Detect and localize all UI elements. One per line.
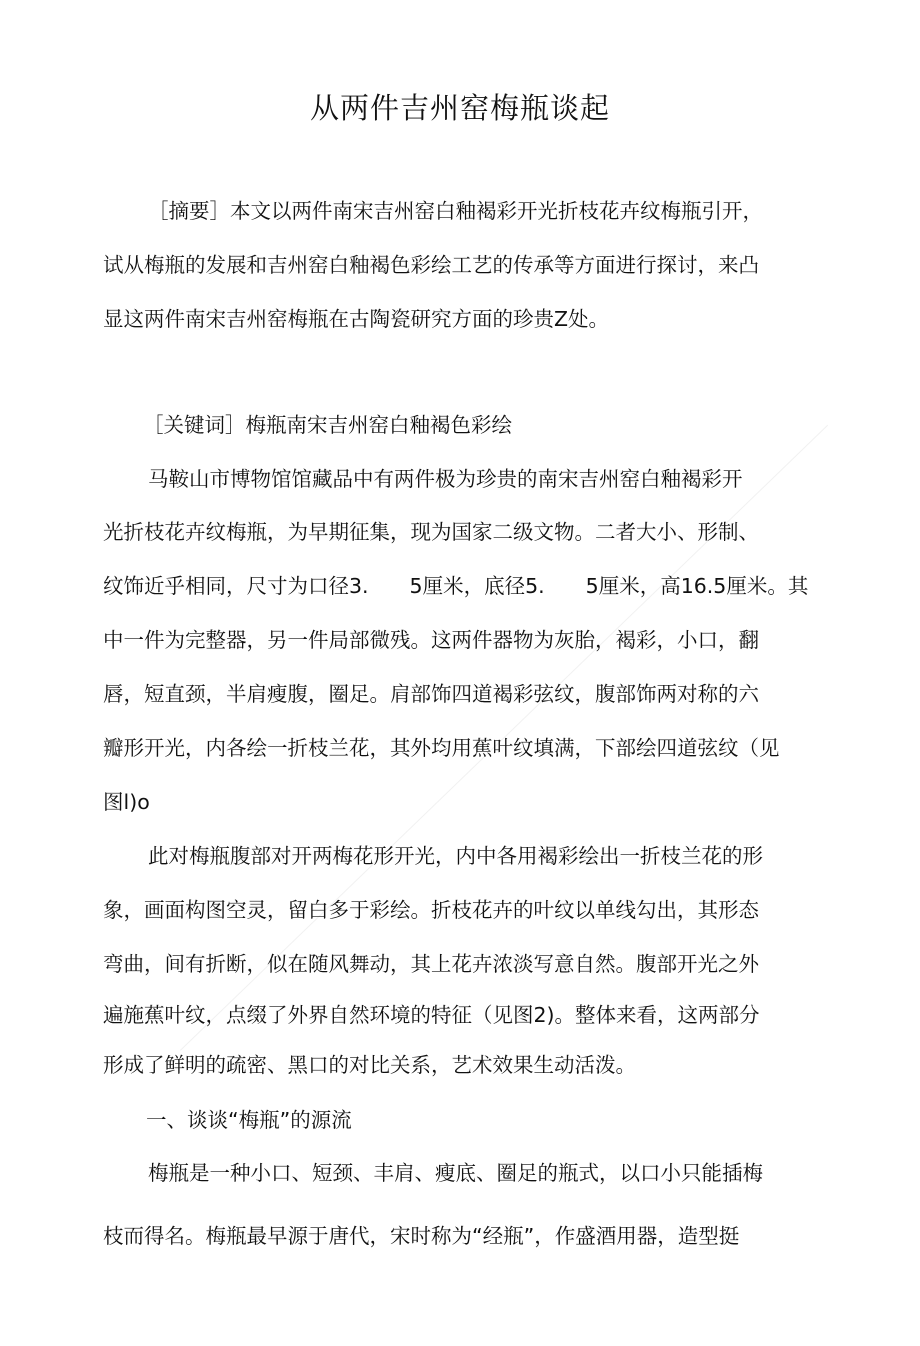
paragraph-line: 梅瓶是一种小口、短颈、丰肩、瘦底、圈足的瓶式，以口小只能插梅	[148, 1161, 763, 1185]
paragraph-line: 马鞍山市博物馆馆藏品中有两件极为珍贵的南宋吉州窑白釉褐彩开	[148, 467, 743, 491]
paragraph-line: 象，画面构图空灵，留白多于彩绘。折枝花卉的叶纹以单线勾出，其形态	[103, 898, 759, 922]
paragraph-line: 中一件为完整器，另一件局部微残。这两件器物为灰胎，褐彩，小口，翻	[103, 628, 759, 652]
paragraph-line: 遍施蕉叶纹，点缀了外界自然环境的特征（见图2)。整体来看，这两部分	[103, 1003, 760, 1027]
document-title: 从两件吉州窑梅瓶谈起	[309, 91, 610, 125]
abstract-line: 试从梅瓶的发展和吉州窑白釉褐色彩绘工艺的传承等方面进行探讨，来凸	[103, 253, 759, 277]
paragraph-line: 此对梅瓶腹部对开两梅花形开光，内中各用褐彩绘出一折枝兰花的形	[148, 844, 763, 868]
paragraph-line: 弯曲，间有折断，似在随风舞动，其上花卉浓淡写意自然。腹部开光之外	[103, 952, 759, 976]
paragraph-line: 形成了鲜明的疏密、黑口的对比关系，艺术效果生动活泼。	[103, 1053, 636, 1077]
abstract-line: ［摘要］本文以两件南宋吉州窑白釉褐彩开光折枝花卉纹梅瓶引开，	[148, 199, 763, 223]
abstract-line: 显这两件南宋吉州窑梅瓶在古陶瓷研究方面的珍贵Z处。	[103, 307, 610, 331]
section-heading: 一、谈谈“梅瓶”的源流	[146, 1108, 352, 1132]
paragraph-line: 唇，短直颈，半肩瘦腹，圈足。肩部饰四道褐彩弦纹，腹部饰两对称的六	[103, 682, 759, 706]
keywords: ［关键词］梅瓶南宋吉州窑白釉褐色彩绘	[143, 413, 512, 437]
paragraph-line: 光折枝花卉纹梅瓶，为早期征集，现为国家二级文物。二者大小、形制、	[103, 520, 759, 544]
paragraph-line: 纹饰近乎相同，尺寸为口径3. 5厘米，底径5. 5厘米，高16.5厘米。其	[103, 574, 809, 598]
paragraph-line: 枝而得名。梅瓶最早源于唐代，宋时称为“经瓶”，作盛酒用器，造型挺	[103, 1224, 740, 1248]
paragraph-line: 图l)o	[103, 790, 150, 814]
paragraph-line: 瓣形开光，内各绘一折枝兰花，其外均用蕉叶纹填满，下部绘四道弦纹（见	[103, 736, 780, 760]
